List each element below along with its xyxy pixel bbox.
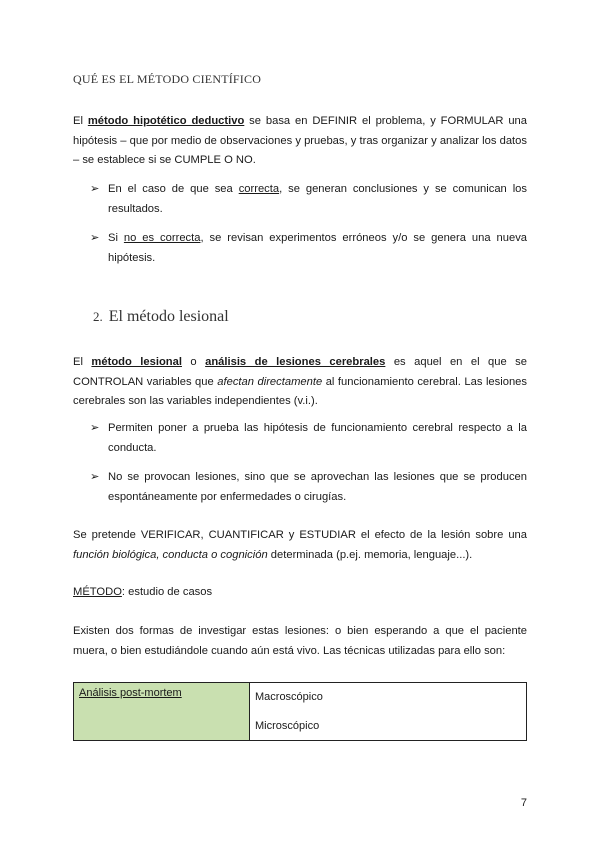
arrow-bullet-icon: ➢	[90, 232, 100, 244]
section-heading-metodo-lesional	[93, 308, 229, 326]
cell-label: Macroscópico	[255, 691, 323, 703]
bold-term: análisis de lesiones cerebrales	[205, 356, 386, 368]
bullet-text: Permiten poner a prueba las hipótesis de funcionamiento cerebral respecto a la conducta.	[108, 422, 527, 454]
underlined-term: correcta	[238, 183, 280, 195]
cell-label: Análisis post-mortem	[79, 687, 182, 699]
arrow-bullet-icon: ➢	[90, 183, 100, 195]
bullet-item	[90, 419, 527, 458]
text-run: , se revisan experimentos erróneos y/o se genera una nueva hipótesis.	[108, 232, 528, 264]
paragraph-formas-investigar: Existen dos formas de investigar estas lesiones: o bien esperando a que el paciente muera, o bien estudiándole cuando aún está vivo. Las técnicas utilizadas para ello son:	[73, 625, 527, 657]
bullet-item	[90, 468, 527, 507]
section-title: El método lesional	[108, 308, 229, 325]
paragraph-objetivo	[73, 526, 527, 565]
text-run: , se generan conclusiones y se comunican los resultados.	[108, 183, 528, 215]
bold-term: método lesional	[91, 356, 182, 368]
bullet-text: No se provocan lesiones, sino que se aprovechan las lesiones que se producen espontáneamente por enfermedades o cirugías.	[108, 471, 527, 503]
cell-label: Microscópico	[255, 719, 320, 732]
techniques-table	[73, 682, 527, 741]
arrow-bullet-icon: ➢	[90, 422, 100, 434]
table-cell-post-mortem	[74, 683, 250, 741]
table-cell	[250, 683, 527, 712]
text-run: El	[73, 115, 88, 127]
italic-term: función biológica, conducta o cognición	[73, 548, 268, 561]
section-number: 2.	[93, 309, 103, 324]
italic-term: afectan directamente	[217, 375, 323, 388]
text-run: Se pretende VERIFICAR, CUANTIFICAR y ESTUDIAR el efecto de la lesión sobre una	[73, 529, 527, 541]
text-run: se basa en DEFINIR el problema, y FORMULAR una hipótesis – que por medio de observaciones y pruebas, y tras organizar y analizar los datos – se establece si se CUMPLE O NO.	[73, 115, 527, 166]
text-run: En el caso de que sea	[108, 183, 239, 195]
text-run: al funcionamiento cerebral. Las lesiones cerebrales son las variables independientes (v.i.).	[73, 375, 527, 407]
text-run: o	[181, 356, 206, 368]
bullet-item	[90, 180, 527, 219]
text-run: determinada (p.ej. memoria, lenguaje...).	[267, 548, 473, 561]
underlined-term: no es correcta	[123, 232, 201, 244]
paragraph-metodo-lesional	[73, 353, 527, 412]
method-text: : estudio de casos	[121, 586, 213, 598]
text-run: El	[73, 356, 92, 368]
table-cell	[250, 712, 527, 741]
bold-term: método hipotético deductivo	[87, 115, 245, 127]
text-run: Si	[108, 232, 124, 244]
page-number: 7	[520, 797, 527, 809]
method-line	[73, 583, 527, 603]
bullet-item	[90, 229, 527, 268]
section-heading-metodo-cientifico: QUÉ ES EL MÉTODO CIENTÍFICO	[73, 72, 262, 86]
text-run: es aquel en el que se CONTROLAN variables que	[73, 356, 527, 388]
method-label: MÉTODO	[73, 586, 122, 598]
paragraph-hipotetico-deductivo	[73, 112, 527, 171]
arrow-bullet-icon: ➢	[90, 471, 100, 483]
